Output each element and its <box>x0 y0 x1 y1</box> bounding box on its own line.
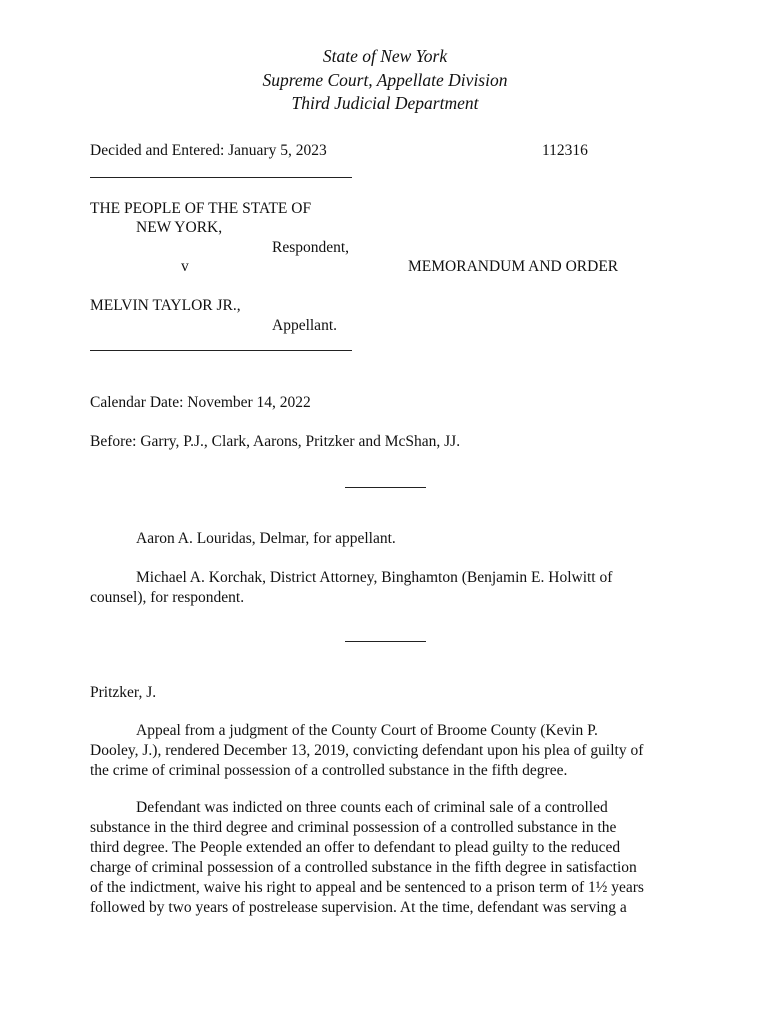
court-department: Third Judicial Department <box>291 93 479 113</box>
caption-top-rule <box>90 177 352 178</box>
section-divider <box>345 641 426 642</box>
paragraph-line: substance in the third degree and criminal possession of a controlled substance in the <box>90 819 617 836</box>
docket-number: 112316 <box>542 142 588 159</box>
paragraph-line: of the indictment, waive his right to appeal and be sentenced to a prison term of 1½ years <box>90 879 644 896</box>
opinion-paragraph <box>90 798 690 918</box>
party1-role: Respondent, <box>272 239 350 256</box>
paragraph-line: Appeal from a judgment of the County Court of Broome County (Kevin P. <box>136 722 598 739</box>
court-header <box>0 45 770 116</box>
counsel-respondent-line1: Michael A. Korchak, District Attorney, Binghamton (Benjamin E. Holwitt of <box>136 569 613 586</box>
court-division: Supreme Court, Appellate Division <box>262 69 508 90</box>
opinion-author: Pritzker, J. <box>90 684 157 701</box>
panel-justices: Before: Garry, P.J., Clark, Aarons, Pritzker and McShan, JJ. <box>90 433 461 450</box>
paragraph-line: charge of criminal possession of a controlled substance in the fifth degree in satisfaction <box>90 859 637 876</box>
section-divider <box>345 487 426 488</box>
paragraph-line: third degree. The People extended an offer to defendant to plead guilty to the reduced <box>90 839 621 856</box>
court-state: State of New York <box>322 46 448 66</box>
decided-entered-date: Decided and Entered: January 5, 2023 <box>90 142 327 159</box>
party1-name-line1: THE PEOPLE OF THE STATE OF <box>90 200 312 217</box>
caption-bottom-rule <box>90 350 352 351</box>
document-type: MEMORANDUM AND ORDER <box>408 258 619 275</box>
paragraph-line: the crime of criminal possession of a controlled substance in the fifth degree. <box>90 762 568 779</box>
counsel-respondent-line2: counsel), for respondent. <box>90 589 245 606</box>
party1-name-line2: NEW YORK, <box>136 219 223 236</box>
paragraph-line: followed by two years of postrelease supervision. At the time, defendant was serving a <box>90 899 627 916</box>
versus: v <box>181 258 189 275</box>
paragraph-line: Defendant was indicted on three counts each of criminal sale of a controlled <box>136 799 608 816</box>
counsel-appellant: Aaron A. Louridas, Delmar, for appellant. <box>136 530 396 547</box>
paragraph-line: Dooley, J.), rendered December 13, 2019, convicting defendant upon his plea of guilty of <box>90 742 644 759</box>
calendar-date: Calendar Date: November 14, 2022 <box>90 394 311 411</box>
party2-role: Appellant. <box>272 317 337 334</box>
party2-name: MELVIN TAYLOR JR., <box>90 297 241 314</box>
opinion-paragraph <box>90 721 690 781</box>
